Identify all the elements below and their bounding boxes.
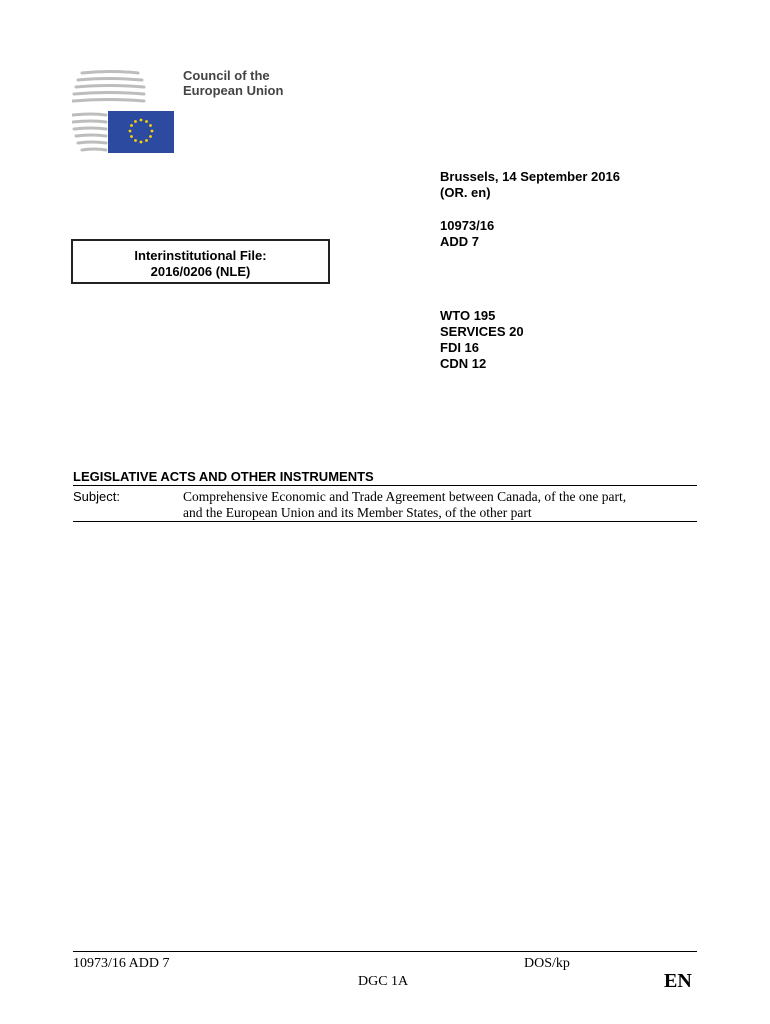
subject-label: Subject:	[73, 489, 120, 504]
footer-divider	[73, 951, 697, 952]
footer-language-code: EN	[664, 970, 692, 992]
subject-divider	[73, 521, 697, 522]
subject-text	[183, 489, 703, 521]
footer-document-reference: 10973/16 ADD 7	[73, 956, 170, 971]
org-line-1: Council of the	[183, 68, 270, 83]
code-fdi: FDI 16	[440, 340, 480, 355]
code-services: SERVICES 20	[440, 324, 524, 339]
footer-author: DOS/kp	[524, 956, 570, 971]
council-logo	[72, 68, 176, 156]
interinstitutional-value: 2016/0206 (NLE)	[150, 264, 251, 279]
interinstitutional-label: Interinstitutional File:	[134, 248, 267, 263]
code-cdn: CDN 12	[440, 356, 487, 371]
subject-line-1: Comprehensive Economic and Trade Agreement between Canada, of the one part,	[183, 489, 627, 504]
organization-name	[183, 68, 283, 98]
document-number: 10973/16	[440, 218, 495, 233]
eu-flag	[108, 111, 174, 153]
heading-divider	[73, 485, 697, 486]
addendum-number: ADD 7	[440, 234, 480, 249]
footer-directorate: DGC 1A	[358, 974, 409, 989]
document-number-block	[440, 218, 494, 250]
section-heading: LEGISLATIVE ACTS AND OTHER INSTRUMENTS	[73, 469, 374, 484]
council-emblem-icon	[72, 68, 176, 156]
subject-line-2: and the European Union and its Member States, of the other part	[183, 505, 532, 520]
date-block	[440, 169, 620, 201]
code-wto: WTO 195	[440, 308, 496, 323]
date-line: Brussels, 14 September 2016	[440, 169, 620, 184]
classification-codes	[440, 308, 524, 372]
interinstitutional-file-box	[71, 239, 330, 284]
org-line-2: European Union	[183, 83, 284, 98]
original-language: (OR. en)	[440, 185, 491, 200]
